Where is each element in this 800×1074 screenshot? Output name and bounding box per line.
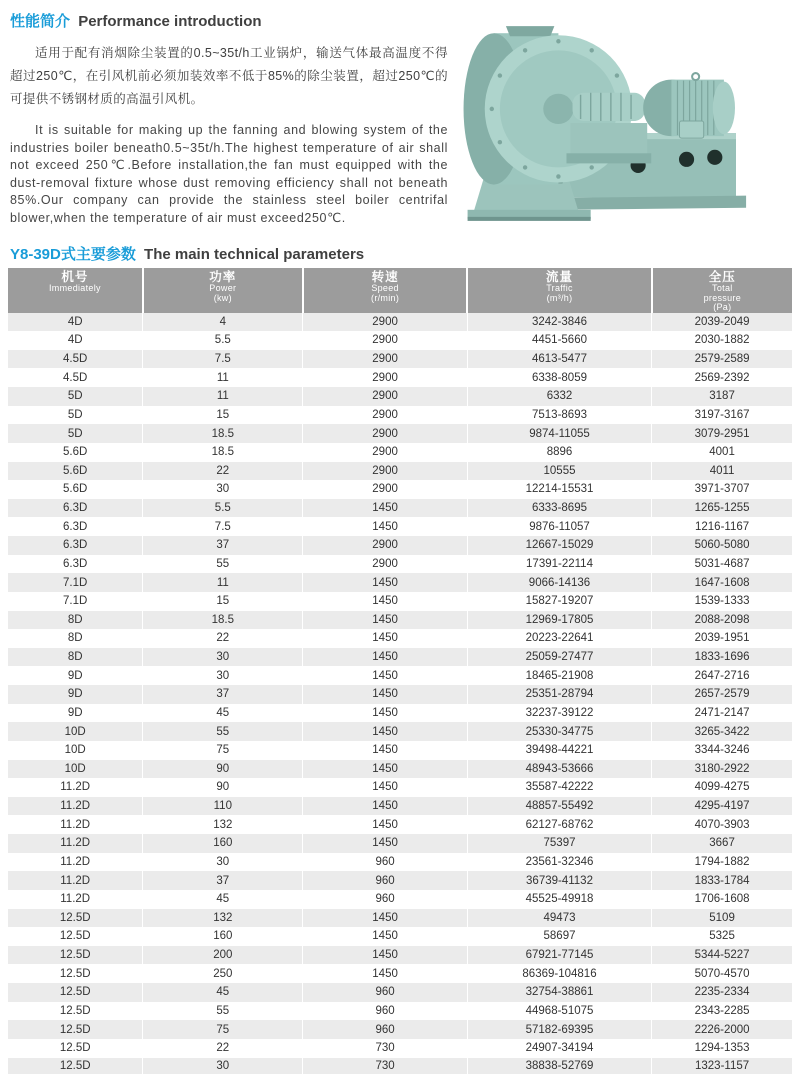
- cell-power: 11: [143, 368, 303, 387]
- cell-speed: 1450: [303, 834, 468, 853]
- cell-traffic: 36739-41132: [467, 871, 651, 890]
- cell-model: 11.2D: [60, 893, 91, 906]
- cell-pressure: 2039-1951: [652, 629, 792, 648]
- cell-traffic: 3242-3846: [467, 313, 651, 332]
- cell-speed: 1450: [303, 946, 468, 965]
- table-row: [8, 331, 792, 350]
- cell-speed: 1450: [303, 611, 468, 630]
- cell-model: 5D: [67, 427, 83, 440]
- column-header-power: [143, 268, 303, 313]
- cell-speed: 2900: [303, 536, 468, 555]
- cell-speed: 2900: [303, 313, 468, 332]
- cell-pressure: 5031-4687: [652, 555, 792, 574]
- cell-traffic: 4451-5660: [467, 331, 651, 350]
- cell-speed: 1450: [303, 778, 468, 797]
- cell-power: 7.5: [143, 517, 303, 536]
- cell-traffic: 44968-51075: [467, 1002, 651, 1021]
- cell-model: 4.5D: [63, 371, 88, 384]
- table-row: [8, 685, 792, 704]
- cell-pressure: 5344-5227: [652, 946, 792, 965]
- table-row: [8, 443, 792, 462]
- table-row: [8, 964, 792, 983]
- cell-power: 15: [143, 592, 303, 611]
- intro-title-en: Performance introduction: [78, 13, 262, 30]
- cell-power: 200: [143, 946, 303, 965]
- cell-model: 6.3D: [63, 539, 88, 552]
- cell-traffic: 6338-8059: [467, 368, 651, 387]
- cell-traffic: 86369-104816: [467, 964, 651, 983]
- cell-pressure: 2039-2049: [652, 313, 792, 332]
- cell-pressure: 4001: [652, 443, 792, 462]
- intro-paragraph-english: It is suitable for making up the fanning and blowing system of the industries boiler beneath0.5~35t/h.The highest temperature of air shall not exceed 250℃.Before installation,the fan must equipped with the dust-removal fixture whose dust removing efficiency shall not beneath 85%.Our company can provide the stainless steel boiler centrifal blower,when the temperature of air must exceed250℃.: [10, 123, 448, 225]
- cell-power: 7.5: [143, 350, 303, 369]
- column-header-en: Traffic: [546, 283, 573, 293]
- cell-model: 7.1D: [63, 595, 88, 608]
- cell-traffic: 25330-34775: [467, 722, 651, 741]
- cell-power: 75: [143, 741, 303, 760]
- cell-pressure: 3971-3707: [652, 480, 792, 499]
- cell-traffic: 58697: [467, 927, 651, 946]
- column-header-en: Speed: [371, 283, 399, 293]
- table-row: [8, 909, 792, 928]
- cell-model: 12.5D: [59, 911, 91, 924]
- parameters-table-container: [8, 268, 792, 1074]
- cell-model: 4D: [67, 334, 83, 347]
- cell-traffic: 32754-38861: [467, 983, 651, 1002]
- table-row: [8, 313, 792, 332]
- column-header-zh: 流量: [546, 270, 574, 284]
- table-row: [8, 368, 792, 387]
- column-header-zh: 机号: [61, 270, 89, 284]
- cell-speed: 2900: [303, 443, 468, 462]
- table-row: [8, 983, 792, 1002]
- cell-model: 10D: [64, 725, 86, 738]
- cell-power: 30: [143, 666, 303, 685]
- cell-pressure: 1647-1608: [652, 573, 792, 592]
- cell-model: 11.2D: [60, 800, 91, 813]
- cell-model: 6.3D: [63, 520, 88, 533]
- cell-speed: 960: [303, 853, 468, 872]
- cell-model: 11.2D: [60, 855, 91, 868]
- cell-speed: 2900: [303, 424, 468, 443]
- cell-pressure: 2343-2285: [652, 1002, 792, 1021]
- cell-traffic: 24907-34194: [467, 1039, 651, 1058]
- cell-model: 12.5D: [59, 930, 91, 943]
- cell-model: 11.2D: [60, 874, 91, 887]
- cell-speed: 2900: [303, 480, 468, 499]
- cell-model: 5.6D: [63, 446, 88, 459]
- column-header-en: Immediately: [49, 283, 101, 293]
- table-row: [8, 778, 792, 797]
- cell-traffic: 39498-44221: [467, 741, 651, 760]
- table-row: [8, 722, 792, 741]
- cell-model: 8D: [67, 632, 83, 645]
- cell-pressure: 3180-2922: [652, 760, 792, 779]
- cell-model: 12.5D: [59, 1042, 91, 1055]
- table-row: [8, 1058, 792, 1074]
- column-header-zh: 全压: [708, 270, 736, 284]
- cell-traffic: 32237-39122: [467, 704, 651, 723]
- intro-title-zh: 性能简介: [10, 13, 71, 30]
- table-row: [8, 536, 792, 555]
- cell-traffic: 12214-15531: [467, 480, 651, 499]
- table-row: [8, 853, 792, 872]
- cell-traffic: 10555: [467, 462, 651, 481]
- table-row: [8, 890, 792, 909]
- column-header-model: [8, 268, 143, 313]
- cell-traffic: 9066-14136: [467, 573, 651, 592]
- cell-pressure: 1833-1696: [652, 648, 792, 667]
- table-row: [8, 704, 792, 723]
- cell-power: 90: [143, 760, 303, 779]
- cell-pressure: 2030-1882: [652, 331, 792, 350]
- column-header-traffic: [467, 268, 651, 313]
- table-row: [8, 406, 792, 425]
- cell-power: 11: [143, 573, 303, 592]
- cell-power: 22: [143, 1039, 303, 1058]
- cell-model: 10D: [64, 762, 86, 775]
- cell-traffic: 6332: [467, 387, 651, 406]
- cell-traffic: 12667-15029: [467, 536, 651, 555]
- cell-model: 5D: [67, 390, 83, 403]
- intro-section-title: [10, 10, 262, 31]
- cell-pressure: 2226-2000: [652, 1020, 792, 1039]
- cell-power: 55: [143, 1002, 303, 1021]
- cell-speed: 1450: [303, 573, 468, 592]
- column-header-en: (Pa): [713, 302, 732, 312]
- params-title-zh: Y8-39D式主要参数: [10, 246, 136, 263]
- cell-speed: 1450: [303, 815, 468, 834]
- cell-power: 160: [143, 927, 303, 946]
- cell-pressure: 3265-3422: [652, 722, 792, 741]
- cell-power: 15: [143, 406, 303, 425]
- cell-pressure: 4099-4275: [652, 778, 792, 797]
- cell-traffic: 25351-28794: [467, 685, 651, 704]
- cell-pressure: 2647-2716: [652, 666, 792, 685]
- cell-speed: 1450: [303, 592, 468, 611]
- table-row: [8, 927, 792, 946]
- table-row: [8, 499, 792, 518]
- cell-model: 7.1D: [63, 576, 88, 589]
- cell-power: 160: [143, 834, 303, 853]
- cell-speed: 2900: [303, 387, 468, 406]
- cell-model: 4D: [67, 315, 83, 328]
- cell-power: 45: [143, 704, 303, 723]
- cell-power: 18.5: [143, 611, 303, 630]
- cell-pressure: 3079-2951: [652, 424, 792, 443]
- cell-power: 132: [143, 815, 303, 834]
- cell-speed: 960: [303, 871, 468, 890]
- cell-speed: 2900: [303, 368, 468, 387]
- cell-traffic: 49473: [467, 909, 651, 928]
- table-row: [8, 573, 792, 592]
- intro-paragraph-chinese: 适用于配有消烟除尘装置的0.5~35t/h工业锅炉，输送气体最高温度不得超过250℃，在引风机前必须加装效率不低于85%的除尘装置，超过250℃的可提供不锈钢材质的高温引风机。: [10, 46, 448, 106]
- table-row: [8, 555, 792, 574]
- cell-pressure: 5060-5080: [652, 536, 792, 555]
- table-row: [8, 629, 792, 648]
- cell-traffic: 48857-55492: [467, 797, 651, 816]
- cell-pressure: 5325: [652, 927, 792, 946]
- cell-pressure: 4070-3903: [652, 815, 792, 834]
- cell-power: 22: [143, 629, 303, 648]
- cell-traffic: 18465-21908: [467, 666, 651, 685]
- cell-model: 11.2D: [60, 781, 91, 794]
- cell-traffic: 67921-77145: [467, 946, 651, 965]
- cell-traffic: 4613-5477: [467, 350, 651, 369]
- cell-traffic: 45525-49918: [467, 890, 651, 909]
- cell-power: 37: [143, 685, 303, 704]
- cell-pressure: 1323-1157: [652, 1058, 792, 1074]
- cell-speed: 960: [303, 890, 468, 909]
- cell-power: 37: [143, 871, 303, 890]
- cell-model: 12.5D: [59, 1060, 91, 1073]
- cell-power: 30: [143, 480, 303, 499]
- table-row: [8, 648, 792, 667]
- table-row: [8, 462, 792, 481]
- cell-power: 75: [143, 1020, 303, 1039]
- cell-power: 45: [143, 890, 303, 909]
- table-row: [8, 517, 792, 536]
- cell-speed: 1450: [303, 704, 468, 723]
- column-header-en: pressure: [703, 292, 742, 303]
- table-row: [8, 592, 792, 611]
- cell-pressure: 4295-4197: [652, 797, 792, 816]
- cell-pressure: 3197-3167: [652, 406, 792, 425]
- cell-pressure: 1794-1882: [652, 853, 792, 872]
- params-title-en: The main technical parameters: [144, 246, 365, 263]
- cell-pressure: 2088-2098: [652, 611, 792, 630]
- cell-power: 132: [143, 909, 303, 928]
- table-row: [8, 797, 792, 816]
- cell-model: 11.2D: [60, 818, 91, 831]
- cell-pressure: 5070-4570: [652, 964, 792, 983]
- cell-speed: 960: [303, 1002, 468, 1021]
- cell-speed: 730: [303, 1058, 468, 1074]
- params-section-title: [10, 243, 364, 264]
- cell-pressure: 3667: [652, 834, 792, 853]
- column-header-en: (m³/h): [546, 292, 573, 303]
- cell-power: 45: [143, 983, 303, 1002]
- cell-speed: 1450: [303, 797, 468, 816]
- column-header-zh: 功率: [209, 270, 237, 284]
- column-header-pressure: [652, 268, 792, 313]
- cell-traffic: 6333-8695: [467, 499, 651, 518]
- cell-speed: 730: [303, 1039, 468, 1058]
- table-row: [8, 611, 792, 630]
- cell-power: 30: [143, 648, 303, 667]
- table-row: [8, 424, 792, 443]
- cell-speed: 1450: [303, 760, 468, 779]
- cell-speed: 2900: [303, 331, 468, 350]
- cell-model: 8D: [67, 613, 83, 626]
- table-row: [8, 871, 792, 890]
- cell-traffic: 57182-69395: [467, 1020, 651, 1039]
- cell-speed: 2900: [303, 462, 468, 481]
- cell-model: 5D: [67, 408, 83, 421]
- cell-model: 12.5D: [59, 1023, 91, 1036]
- cell-model: 12.5D: [59, 986, 91, 999]
- cell-power: 37: [143, 536, 303, 555]
- cell-speed: 960: [303, 1020, 468, 1039]
- cell-pressure: 1294-1353: [652, 1039, 792, 1058]
- cell-model: 5.6D: [63, 464, 88, 477]
- column-header-en: (kw): [213, 292, 232, 303]
- cell-traffic: 8896: [467, 443, 651, 462]
- cell-model: 9D: [67, 688, 83, 701]
- cell-model: 12.5D: [59, 1004, 91, 1017]
- cell-power: 11: [143, 387, 303, 406]
- cell-pressure: 1539-1333: [652, 592, 792, 611]
- cell-speed: 1450: [303, 722, 468, 741]
- table-row: [8, 834, 792, 853]
- cell-pressure: 1216-1167: [652, 517, 792, 536]
- cell-model: 5.6D: [63, 483, 88, 496]
- column-header-zh: 转速: [371, 270, 399, 284]
- cell-speed: 1450: [303, 909, 468, 928]
- table-row: [8, 387, 792, 406]
- cell-traffic: 23561-32346: [467, 853, 651, 872]
- centrifugal-fan-image: [450, 10, 800, 232]
- cell-model: 6.3D: [63, 557, 88, 570]
- cell-speed: 1450: [303, 964, 468, 983]
- table-header-row: [8, 268, 792, 313]
- table-row: [8, 350, 792, 369]
- column-header-en: (r/min): [371, 292, 400, 303]
- cell-pressure: 2657-2579: [652, 685, 792, 704]
- cell-traffic: 7513-8693: [467, 406, 651, 425]
- cell-power: 22: [143, 462, 303, 481]
- cell-speed: 1450: [303, 629, 468, 648]
- parameters-table: [8, 268, 792, 1074]
- cell-traffic: 48943-53666: [467, 760, 651, 779]
- cell-pressure: 2569-2392: [652, 368, 792, 387]
- cell-model: 4.5D: [63, 353, 88, 366]
- table-row: [8, 480, 792, 499]
- cell-speed: 1450: [303, 666, 468, 685]
- cell-pressure: 2471-2147: [652, 704, 792, 723]
- cell-speed: 1450: [303, 517, 468, 536]
- cell-traffic: 12969-17805: [467, 611, 651, 630]
- cell-power: 4: [143, 313, 303, 332]
- cell-speed: 1450: [303, 741, 468, 760]
- cell-power: 5.5: [143, 499, 303, 518]
- cell-traffic: 62127-68762: [467, 815, 651, 834]
- cell-model: 12.5D: [59, 949, 91, 962]
- column-header-en: Power: [209, 283, 237, 293]
- cell-speed: 2900: [303, 350, 468, 369]
- cell-pressure: 2579-2589: [652, 350, 792, 369]
- table-row: [8, 946, 792, 965]
- cell-speed: 1450: [303, 685, 468, 704]
- cell-model: 9D: [67, 706, 83, 719]
- cell-pressure: 5109: [652, 909, 792, 928]
- cell-power: 110: [143, 797, 303, 816]
- cell-power: 90: [143, 778, 303, 797]
- table-row: [8, 760, 792, 779]
- table-row: [8, 1039, 792, 1058]
- cell-speed: 2900: [303, 555, 468, 574]
- cell-power: 30: [143, 1058, 303, 1074]
- cell-pressure: 3344-3246: [652, 741, 792, 760]
- cell-traffic: 35587-42222: [467, 778, 651, 797]
- cell-model: 11.2D: [60, 837, 91, 850]
- column-header-en: Total: [712, 283, 733, 293]
- cell-traffic: 20223-22641: [467, 629, 651, 648]
- cell-pressure: 1265-1255: [652, 499, 792, 518]
- cell-traffic: 9874-11055: [467, 424, 651, 443]
- table-row: [8, 741, 792, 760]
- cell-speed: 1450: [303, 499, 468, 518]
- cell-traffic: 38838-52769: [467, 1058, 651, 1074]
- cell-model: 10D: [64, 744, 86, 757]
- cell-speed: 2900: [303, 406, 468, 425]
- cell-model: 8D: [67, 651, 83, 664]
- cell-model: 9D: [67, 669, 83, 682]
- cell-pressure: 4011: [652, 462, 792, 481]
- cell-traffic: 25059-27477: [467, 648, 651, 667]
- fan-illustration: [450, 10, 800, 232]
- cell-power: 250: [143, 964, 303, 983]
- table-row: [8, 666, 792, 685]
- column-header-speed: [303, 268, 468, 313]
- table-row: [8, 1020, 792, 1039]
- table-row: [8, 815, 792, 834]
- cell-traffic: 17391-22114: [467, 555, 651, 574]
- cell-model: 12.5D: [59, 967, 91, 980]
- table-row: [8, 1002, 792, 1021]
- cell-pressure: 1833-1784: [652, 871, 792, 890]
- cell-power: 18.5: [143, 443, 303, 462]
- cell-power: 55: [143, 555, 303, 574]
- cell-pressure: 3187: [652, 387, 792, 406]
- cell-pressure: 1706-1608: [652, 890, 792, 909]
- cell-speed: 960: [303, 983, 468, 1002]
- cell-model: 6.3D: [63, 502, 88, 515]
- cell-power: 18.5: [143, 424, 303, 443]
- cell-power: 30: [143, 853, 303, 872]
- cell-speed: 1450: [303, 927, 468, 946]
- cell-power: 55: [143, 722, 303, 741]
- cell-traffic: 15827-19207: [467, 592, 651, 611]
- cell-power: 5.5: [143, 331, 303, 350]
- cell-traffic: 75397: [467, 834, 651, 853]
- cell-pressure: 2235-2334: [652, 983, 792, 1002]
- cell-speed: 1450: [303, 648, 468, 667]
- cell-traffic: 9876-11057: [467, 517, 651, 536]
